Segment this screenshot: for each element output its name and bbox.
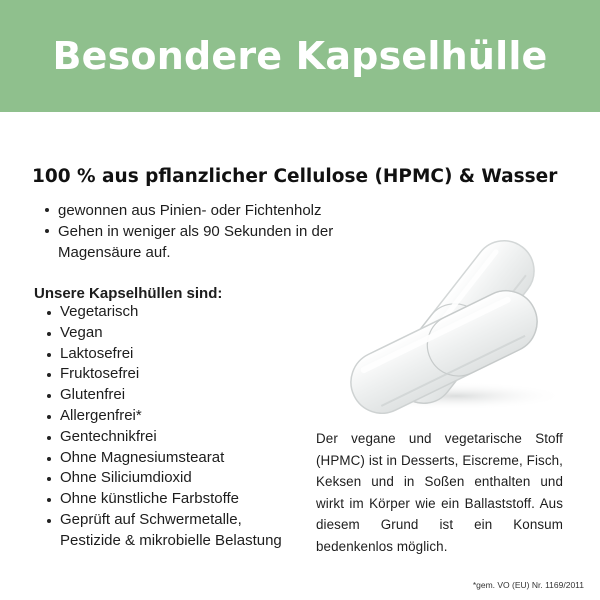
list-item: Geprüft auf Schwermetalle, Pestizide & mikrobielle Belastung (46, 510, 306, 552)
list-item: Laktosefrei (46, 344, 306, 365)
list-item: Ohne künstliche Farbstoffe (46, 489, 306, 510)
capsule-icon (336, 214, 572, 414)
capsule-list-title: Unsere Kapselhüllen sind: (34, 285, 223, 302)
page-title: Besondere Kapselhülle (52, 34, 548, 78)
header-banner (0, 0, 600, 112)
info-paragraph: Der vegane und vegetarische Stoff (HPMC) ist in Desserts, Eiscreme, Fisch, Keksen und in Soßen enthalten und wirkt im Körper wie ein Ballaststoff. Aus diesem Grund ist ein Konsum bedenkenlos möglich. (316, 431, 563, 554)
list-item: Vegetarisch (46, 302, 306, 323)
subheading: 100 % aus pflanzlicher Cellulose (HPMC) & Wasser (32, 166, 558, 187)
list-item: Gentechnikfrei (46, 427, 306, 448)
footnote: *gem. VO (EU) Nr. 1169/2011 (472, 580, 584, 590)
list-item: Ohne Siliciumdioxid (46, 468, 306, 489)
list-item: Fruktosefrei (46, 364, 306, 385)
capsule-image (336, 214, 572, 414)
list-item: Allergenfrei* (46, 406, 306, 427)
capsule-property-list (46, 302, 306, 552)
list-item: Glutenfrei (46, 385, 306, 406)
list-item: Vegan (46, 323, 306, 344)
list-item: gewonnen aus Pinien- oder Fichtenholz (44, 200, 374, 221)
list-item: Gehen in weniger als 90 Sekunden in der Magensäure auf. (44, 221, 374, 263)
feature-list (44, 200, 374, 263)
list-item: Ohne Magnesiumstearat (46, 448, 306, 469)
